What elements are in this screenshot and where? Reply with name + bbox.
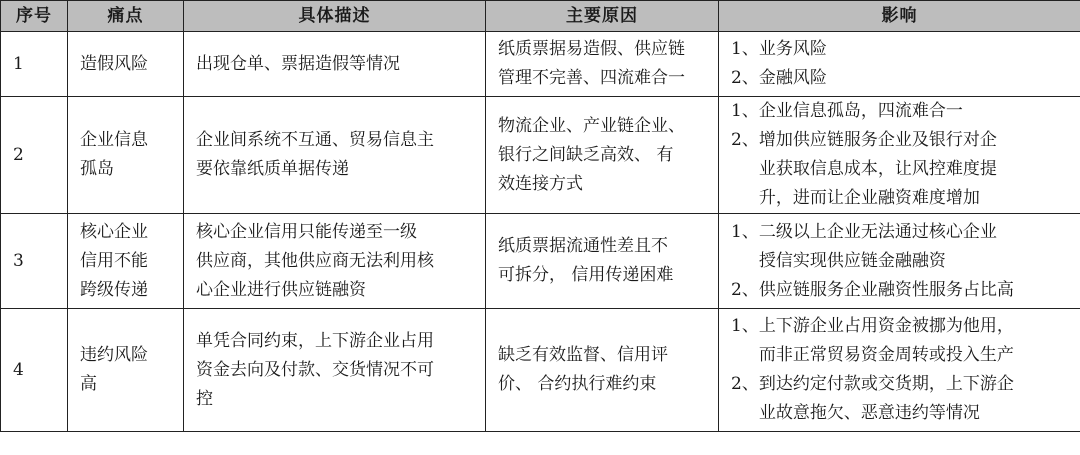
impact-line: 增加供应链服务企业及银行对企 (758, 130, 997, 150)
impact-line: 上下游企业占用资金被挪为他用， (758, 316, 1014, 336)
impact-item (731, 97, 1074, 126)
cell-reason (486, 214, 719, 309)
cell-reason (486, 309, 719, 432)
impact-number: 1、 (731, 39, 759, 59)
impact-item (731, 64, 1074, 93)
table-row (1, 97, 1080, 214)
cell-desc-line: 要依靠纸质单据传递 (196, 159, 349, 179)
impact-line: 业务风险 (758, 39, 827, 59)
impact-number: 2、 (731, 279, 759, 300)
cell-reason-line: 纸质票据易造假、供应链 (498, 39, 685, 59)
impact-item (731, 276, 1074, 305)
cell-reason-line: 效连接方式 (498, 173, 583, 194)
header-impact: 影响 (719, 1, 1080, 32)
impact-item (731, 218, 1074, 276)
header-desc: 具体描述 (184, 1, 486, 32)
cell-no: 3 (1, 214, 68, 309)
table-row (1, 32, 1080, 97)
cell-no: 1 (1, 32, 68, 97)
cell-pain-line: 造假风险 (80, 53, 148, 74)
cell-desc-line: 单凭合同约束，上下游企业占用 (196, 330, 434, 351)
impact-number: 1、 (731, 221, 759, 242)
cell-pain-line: 企业信息 (80, 130, 148, 150)
cell-pain (68, 97, 184, 214)
cell-pain-line: 核心企业 (80, 221, 148, 242)
cell-pain (68, 214, 184, 309)
cell-desc (184, 97, 486, 214)
impact-number: 2、 (731, 130, 759, 150)
cell-desc-line: 核心企业信用只能传递至一级 (196, 221, 417, 242)
header-reason: 主要原因 (486, 1, 719, 32)
cell-reason (486, 97, 719, 214)
header-no: 序号 (1, 1, 68, 32)
cell-desc-line: 企业间系统不互通、贸易信息主 (196, 130, 434, 150)
impact-text (759, 64, 1074, 93)
cell-desc-line: 心企业进行供应链融资 (196, 279, 366, 300)
cell-desc-line: 控 (196, 388, 213, 409)
cell-desc (184, 309, 486, 432)
impact-number: 2、 (731, 68, 759, 88)
cell-pain-line: 跨级传递 (80, 279, 148, 300)
table-row (1, 214, 1080, 309)
impact-number: 1、 (731, 101, 759, 121)
cell-impact (719, 32, 1080, 97)
cell-desc-line: 资金去向及付款、交货情况不可 (196, 359, 434, 380)
cell-pain-line: 孤岛 (80, 159, 114, 179)
impact-line: 供应链服务企业融资性服务占比高 (758, 279, 1014, 300)
cell-reason-line: 可拆分， 信用传递困难 (498, 265, 674, 285)
cell-reason-line: 纸质票据流通性差且不 (498, 236, 668, 256)
impact-line: 二级以上企业无法通过核心企业 (758, 221, 997, 242)
header-row (1, 1, 1080, 32)
impact-line: 授信实现供应链金融融资 (758, 250, 946, 271)
cell-desc-line: 出现仓单、票据造假等情况 (196, 53, 400, 74)
cell-pain (68, 309, 184, 432)
cell-reason-line: 银行之间缺乏高效、 有 (498, 144, 674, 165)
cell-reason-line: 价、 合约执行难约束 (498, 374, 657, 394)
impact-text (759, 276, 1074, 305)
impact-text (759, 35, 1074, 64)
cell-reason-line: 缺乏有效监督、信用评 (498, 345, 668, 365)
impact-item (731, 312, 1074, 370)
header-pain: 痛点 (68, 1, 184, 32)
cell-pain-line: 信用不能 (80, 250, 148, 271)
cell-no: 2 (1, 97, 68, 214)
impact-text (759, 97, 1074, 126)
impact-text (759, 370, 1074, 428)
cell-desc (184, 32, 486, 97)
cell-impact (719, 97, 1080, 214)
impact-item (731, 370, 1074, 428)
impact-line: 而非正常贸易资金周转或投入生产 (758, 345, 1014, 365)
impact-item (731, 35, 1074, 64)
impact-number: 1、 (731, 316, 759, 336)
cell-reason-line: 物流企业、产业链企业、 (498, 115, 685, 136)
impact-line: 到达约定付款或交货期，上下游企 (758, 374, 1014, 394)
impact-number: 2、 (731, 374, 759, 394)
impact-text (759, 218, 1074, 276)
cell-no: 4 (1, 309, 68, 432)
impact-item (731, 126, 1074, 213)
cell-reason (486, 32, 719, 97)
impact-line: 业故意拖欠、恶意违约等情况 (758, 403, 980, 423)
cell-desc-line: 供应商，其他供应商无法利用核 (196, 250, 434, 271)
impact-text (759, 126, 1074, 213)
cell-impact (719, 309, 1080, 432)
cell-reason-line: 管理不完善、四流难合一 (498, 68, 685, 88)
cell-desc (184, 214, 486, 309)
impact-line: 业获取信息成本，让风控难度提 (758, 159, 997, 179)
impact-line: 企业信息孤岛，四流难合一 (758, 101, 963, 121)
impact-line: 金融风险 (758, 68, 827, 88)
cell-impact (719, 214, 1080, 309)
cell-pain (68, 32, 184, 97)
table-row (1, 309, 1080, 432)
impact-text (759, 312, 1074, 370)
impact-line: 升，进而让企业融资难度增加 (758, 188, 980, 208)
cell-pain-line: 高 (80, 374, 97, 394)
cell-pain-line: 违约风险 (80, 345, 148, 365)
